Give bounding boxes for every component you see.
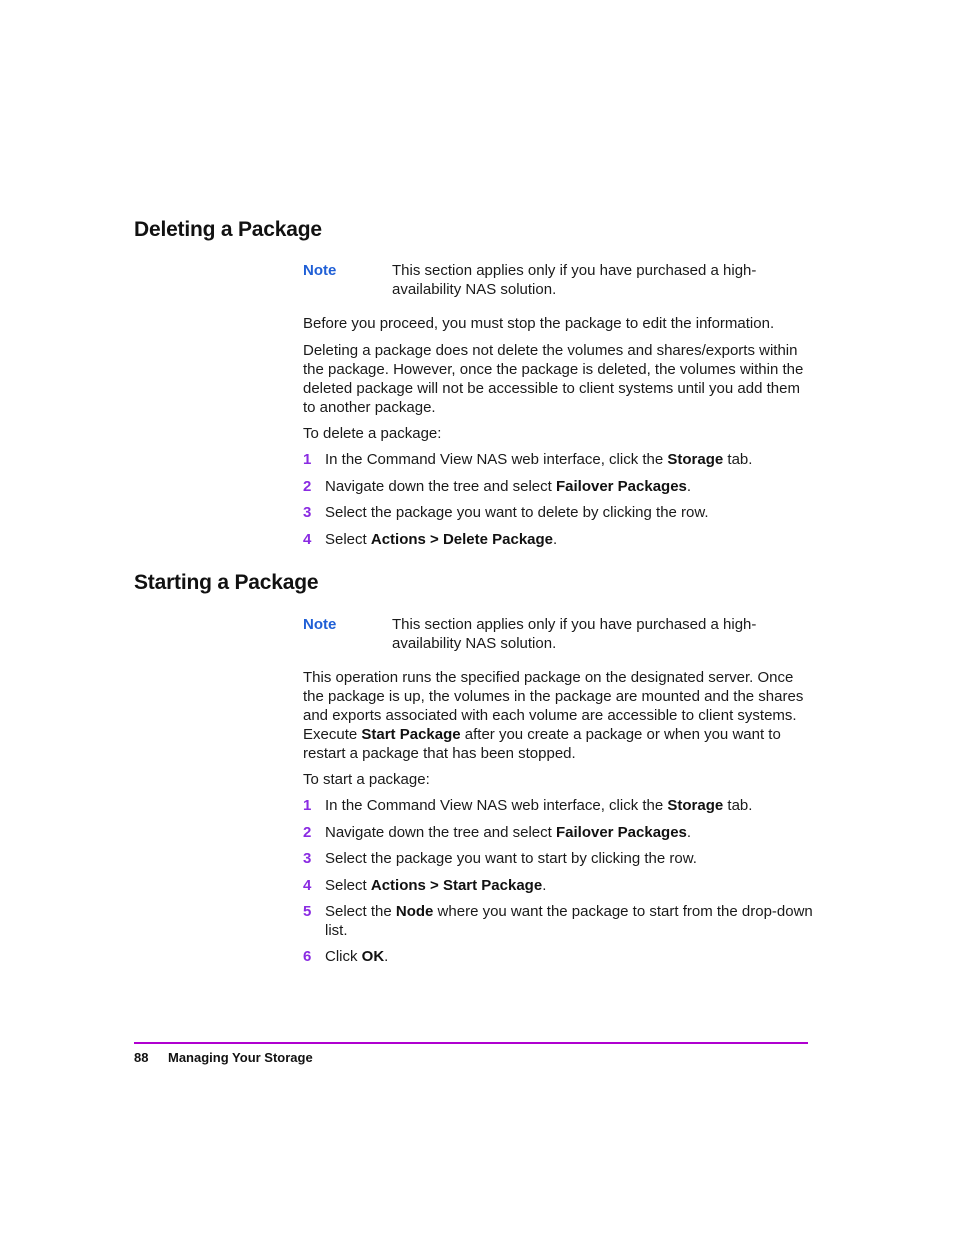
step-text: Select Actions > Delete Package. (325, 531, 558, 548)
note-text: This section applies only if you have purchased a high-availability NAS solution. (392, 616, 757, 652)
step-text: Select the package you want to start by clicking the row. (325, 850, 697, 867)
footer-rule (134, 1042, 808, 1044)
step-number: 2 (303, 478, 312, 495)
step-number: 2 (303, 824, 312, 841)
step-text: Select the package you want to delete by clicking the row. (325, 504, 709, 521)
note-text: This section applies only if you have purchased a high-availability NAS solution. (392, 262, 757, 298)
step-text: Click OK. (325, 948, 389, 965)
step-text: In the Command View NAS web interface, click the Storage tab. (325, 451, 753, 468)
step-text: Navigate down the tree and select Failover Packages. (325, 478, 692, 495)
step-number: 1 (303, 797, 312, 814)
procedure-intro: To delete a package: (303, 425, 442, 442)
note-label: Note (303, 616, 337, 633)
step-number: 5 (303, 903, 312, 920)
step-number: 4 (303, 531, 312, 548)
step-number: 6 (303, 948, 312, 965)
step-number: 1 (303, 451, 312, 468)
chapter-title: Managing Your Storage (168, 1050, 313, 1065)
note-label: Note (303, 262, 337, 279)
step-text: Select the Node where you want the package to start from the drop-down list. (325, 903, 813, 939)
step-text: Select Actions > Start Package. (325, 877, 547, 894)
step-number: 3 (303, 850, 312, 867)
section-title-deleting: Deleting a Package (134, 218, 322, 241)
paragraph-stop-package: Before you proceed, you must stop the package to edit the information. (303, 315, 775, 332)
section-title-starting: Starting a Package (134, 571, 319, 594)
step-number: 4 (303, 877, 312, 894)
page-number: 88 (134, 1050, 149, 1065)
step-text: Navigate down the tree and select Failover Packages. (325, 824, 692, 841)
paragraph-start-description: This operation runs the specified package on the designated server. Once the package is up, the volumes in the package are mounted and the shares and exports associated with each volume are accessible to client systems. Execute Start Package after you create a package or when you want to restart a package that has been stopped. (303, 669, 804, 762)
paragraph-delete-description: Deleting a package does not delete the volumes and shares/exports within the package. However, once the package is deleted, the volumes within the deleted package will not be accessible to client systems until you add them to another package. (303, 342, 804, 416)
step-text: In the Command View NAS web interface, click the Storage tab. (325, 797, 753, 814)
step-number: 3 (303, 504, 312, 521)
procedure-intro: To start a package: (303, 771, 430, 788)
